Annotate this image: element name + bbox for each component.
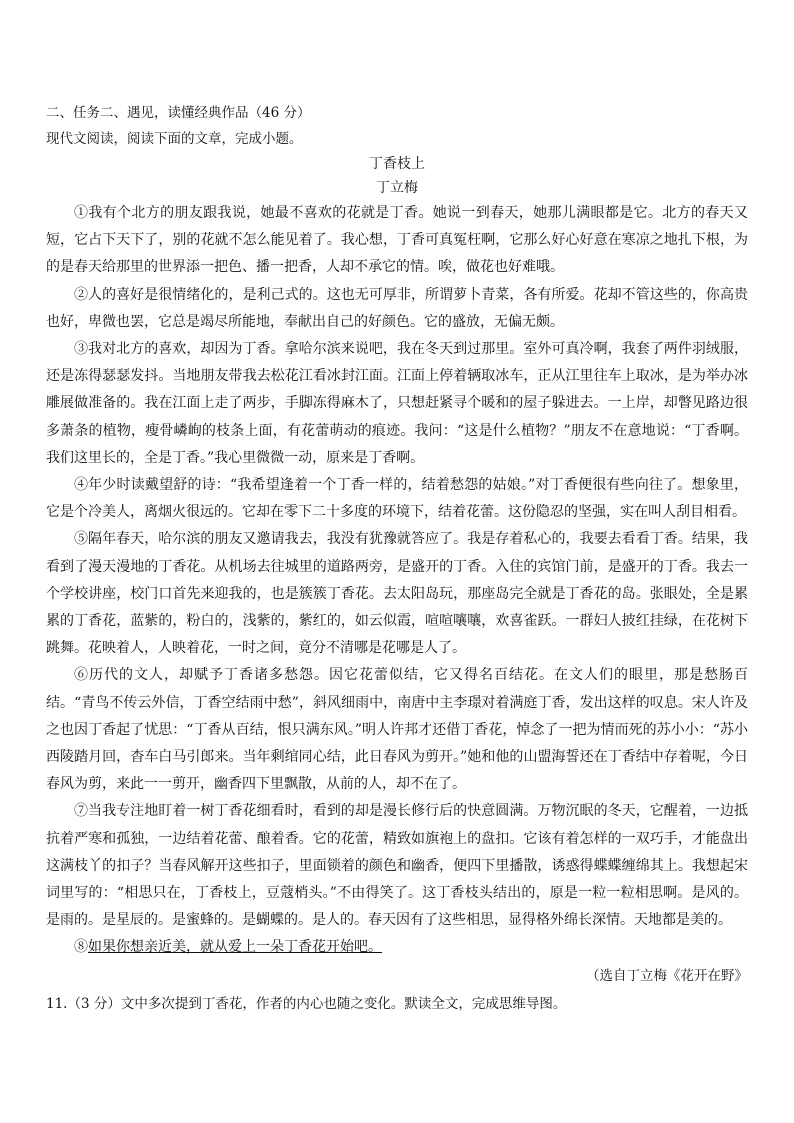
instruction-text: 现代文阅读，阅读下面的文章，完成小题。: [46, 131, 303, 147]
paragraph-3: ③我对北方的喜欢，却因为丁香。拿哈尔滨来说吧，我在冬天到过那里。室外可真冷啊，我套了两件羽绒服，还是冻得瑟瑟发抖。当地朋友带我去松花江看冰封江面。江面上停着辆取冰车，正从江里往车上取冰，是为举办冰雕展做准备的。我在江面上走了两步，手脚冻得麻木了，只想赶紧寻个暖和的屋子躲进去。一上岸，却瞥见路边很多萧条的植物，瘦骨嶙峋的枝条上面，有花蕾萌动的痕迹。我问：“这是什么植物？”朋友不在意地说：“丁香啊。我们这里长的，全是丁香。”我心里微微一动，原来是丁香啊。: [46, 341, 749, 466]
paragraph-8-underlined-text: 如果你想亲近美，就从爱上一朵丁香花开始吧。: [88, 939, 382, 956]
paragraph-2: ②人的喜好是很情绪化的，是利己式的。这也无可厚非，所谓萝卜青菜，各有所爱。花却不管这些的，你高贵也好，卑微也罢，它总是竭尽所能地，奉献出自己的好颜色。它的盛放，无偏无颇。: [46, 286, 748, 330]
paragraph-8-marker: ⑧: [74, 939, 88, 956]
document-page: [46, 100, 748, 1018]
section-title: 二、任务二、遇见，读懂经典作品（46 分）: [46, 105, 311, 121]
paragraph-7: ⑦当我专注地盯着一树丁香花细看时，看到的却是漫长修行后的快意圆满。万物沉眠的冬天，它醒着，一边抵抗着严寒和孤独，一边结着花蕾、酿着香。它的花蕾，精致如旗袍上的盘扣。它该有着怎样的一双巧手，才能盘出这满枝丫的扣子？当春风解开这些扣子，里面锁着的颜色和幽香，便四下里播散，诱惑得蝶蝶缠绵其上。我想起宋词里写的：“相思只在，丁香枝上，豆蔻梢头。”不由得笑了。这丁香枝头结出的，原是一粒一粒相思啊。是风的。是雨的。是星辰的。是蜜蜂的。是蝴蝶的。是人的。春天因有了这些相思，显得格外绵长深情。天地都是美的。: [46, 803, 748, 929]
paragraph-4: ④年少时读戴望舒的诗：“我希望逢着一个丁香一样的，结着愁怨的姑娘。”对丁香便很有些向往了。想象里，它是个冷美人，离烟火很远的。它却在零下二十多度的环境下，结着花蕾。这份隐忍的坚强，实在叫人刮目相看。: [46, 477, 748, 521]
paragraph-1: ①我有个北方的朋友跟我说，她最不喜欢的花就是丁香。她说一到春天，她那儿满眼都是它。北方的春天又短，它占下天下了，别的花就不怎么能见着了。我心想，丁香可真冤枉啊，它那么好心好意在寒凉之地扎下根，为的是春天给那里的世界添一把色、播一把香，人却不承它的情。唉，做花也好难哦。: [46, 205, 748, 276]
paragraph-5: ⑤隔年春天，哈尔滨的朋友又邀请我去，我没有犹豫就答应了。我是存着私心的，我要去看看丁香。结果，我看到了漫天漫地的丁香花。从机场去往城里的道路两旁，是盛开的丁香。入住的宾馆门前，是盛开的丁香。我去一个学校讲座，校门口首先来迎我的，也是簇簇丁香花。去太阳岛玩，那座岛完全就是丁香花的岛。张眼处，全是累累的丁香花，蓝紫的，粉白的，浅紫的，紫红的，如云似霞，喧喧嚷嚷，欢喜雀跃。一群妇人披红挂绿，在花树下跳舞。花映着人，人映着花，一时之间，竟分不清哪是花哪是人了。: [46, 531, 748, 657]
article-author: 丁立梅: [376, 180, 418, 196]
article-source: （选自丁立梅《花开在野》: [586, 967, 748, 984]
question-11: 11.（3 分）文中多次提到丁香花，作者的内心也随之变化。默读全文，完成思维导图。: [46, 995, 567, 1012]
article-title: 丁香枝上: [369, 156, 425, 172]
paragraph-6: ⑥历代的文人，却赋予丁香诸多愁怨。因它花蕾似结，它又得名百结花。在文人们的眼里，那是愁肠百结。“青鸟不传云外信，丁香空结雨中愁”，斜风细雨中，南唐中主李璟对着满庭丁香，发出这样的叹息。宋人许及之也因丁香起了忧思：“丁香从百结，恨只满东风。”明人许邦才还借丁香花，悼念了一把为情而死的苏小小：“苏小西陵踏月回，杳车白马引郎来。当年剩绾同心结，此日春风为剪开。”她和他的山盟海誓还在丁香结中存着呢，今日春风为剪，来此一一剪开，幽香四下里飘散，从前的人，却不在了。: [46, 667, 748, 793]
paragraph-8: [46, 934, 748, 961]
